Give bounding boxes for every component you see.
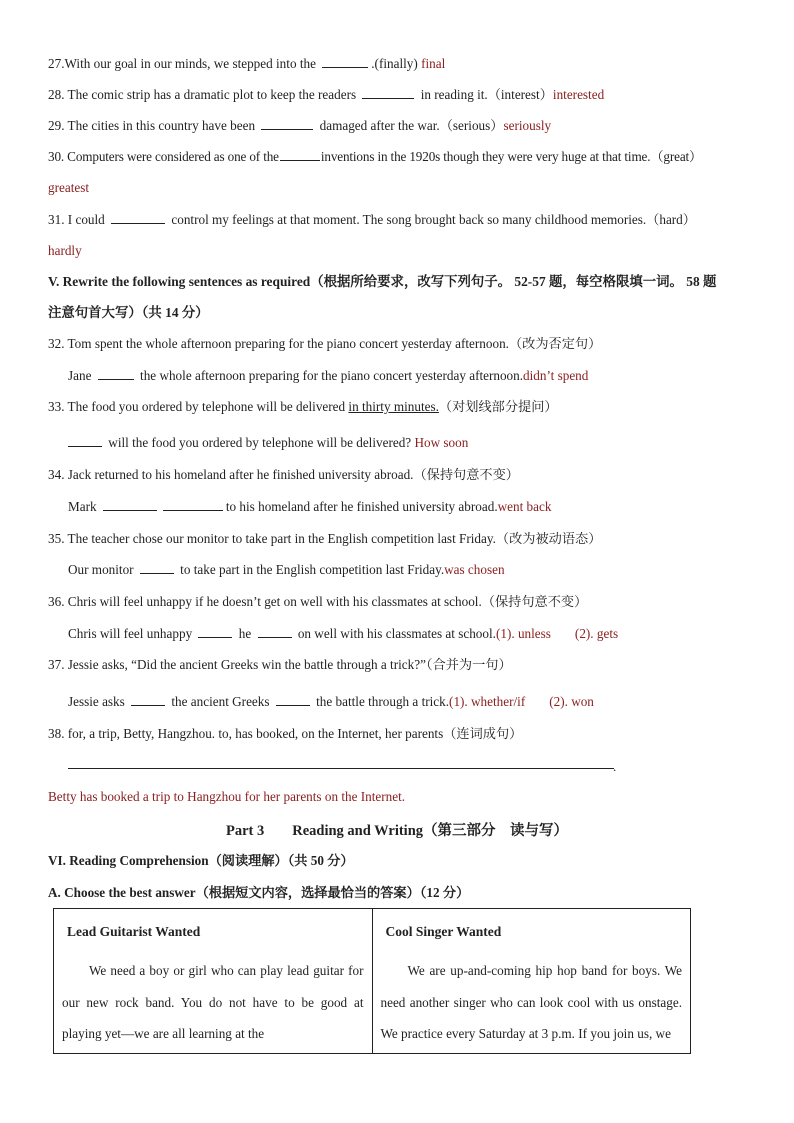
q33-blank[interactable] (68, 434, 102, 447)
q31-text-a: 31. I could (48, 212, 109, 227)
q33-question-a: 33. The food you ordered by telephone will be delivered (48, 399, 349, 414)
question-30 (48, 148, 702, 166)
q30-text-a: 30. Computers were considered as one of the (48, 149, 279, 164)
q37-rw-b: the ancient Greeks (168, 694, 273, 709)
ad-left-title: Lead Guitarist Wanted (67, 924, 201, 939)
q37-rewrite (68, 693, 594, 711)
q27-text-a: 27.With our goal in our minds, we stepped into the (48, 56, 320, 71)
q33-underlined: in thirty minutes. (348, 399, 439, 414)
q38-answer-line[interactable] (68, 768, 614, 769)
question-38: 38. for, a trip, Betty, Hangzhou. to, has booked, on the Internet, her parents（连词成句） (48, 726, 523, 741)
q29-blank[interactable] (261, 117, 313, 130)
q34-rewrite (68, 498, 551, 516)
q28-text-a: 28. The comic strip has a dramatic plot to keep the readers (48, 87, 360, 102)
q36-rw-c: on well with his classmates at school. (294, 626, 496, 641)
q32-answer: didn’t spend (523, 368, 589, 383)
q28-answer: interested (552, 87, 605, 102)
q34-rw-b: to his homeland after he finished university abroad. (225, 499, 498, 514)
q31-text-b: control my feelings at that moment. The song brought back so many childhood memories.（hard） (168, 212, 696, 227)
q36-answer-1: (1). unless (495, 626, 551, 641)
q31-answer: hardly (48, 243, 82, 258)
section-6-heading: VI. Reading Comprehension（阅读理解）（共 50 分） (48, 853, 354, 868)
q33-rewrite (68, 434, 468, 452)
q29-text-a: 29. The cities in this country have been (48, 118, 259, 133)
question-36: 36. Chris will feel unhappy if he doesn’t get on well with his classmates at school.（保持句意不变） (48, 594, 588, 609)
q35-blank[interactable] (140, 561, 174, 574)
q37-answer-1: (1). whether/if (449, 694, 526, 709)
part-3-heading (0, 819, 794, 840)
q33-rw-b: will the food you ordered by telephone will be delivered? (105, 435, 415, 450)
question-35: 35. The teacher chose our monitor to take part in the English competition last Friday.（改为被动语态） (48, 531, 602, 546)
q34-rw-a: Mark (68, 499, 100, 514)
q34-answer: went back (497, 499, 552, 514)
q27-text-b: .(finally) (371, 56, 422, 71)
part-3-title: Reading and Writing（第三部分 读与写） (292, 823, 569, 839)
ad-left-body: We need a boy or girl who can play lead guitar for our new rock band. You do not have to be good at playing yet—we are all learning at the (62, 963, 364, 1041)
part-3-label: Part 3 (225, 823, 265, 839)
q34-blank-1[interactable] (103, 498, 157, 511)
q33-question-b: （对划线部分提问） (438, 399, 558, 414)
question-28 (48, 86, 604, 104)
q36-blank-1[interactable] (198, 625, 232, 638)
q38-answer: Betty has booked a trip to Hangzhou for her parents on the Internet. (48, 789, 406, 804)
q34-blank-2[interactable] (163, 498, 223, 511)
q37-blank-2[interactable] (276, 693, 310, 706)
q35-answer: was chosen (444, 562, 505, 577)
q38-period: . (613, 759, 617, 774)
q29-text-b: damaged after the war.（serious） (316, 118, 504, 133)
q36-rewrite (68, 625, 618, 643)
q30-answer: greatest (48, 180, 90, 195)
q36-rw-a: Chris will feel unhappy (68, 626, 196, 641)
q28-text-b: in reading it.（interest） (417, 87, 553, 102)
question-34: 34. Jack returned to his homeland after he finished university abroad.（保持句意不变） (48, 467, 519, 482)
section-5-heading: V. Rewrite the following sentences as required（根据所给要求，改写下列句子。 52-57 题，每空格限填一词。 58 题 (48, 274, 717, 289)
ad-right-title: Cool Singer Wanted (385, 924, 502, 939)
question-33 (48, 398, 558, 416)
q35-rw-b: to take part in the English competition last Friday. (176, 562, 445, 577)
q32-rw-b: the whole afternoon preparing for the piano concert yesterday afternoon. (136, 368, 524, 383)
ads-table (53, 908, 691, 1054)
q35-rewrite (68, 561, 505, 579)
q36-rw-b: he (235, 626, 255, 641)
q30-text-b: inventions in the 1920s though they were very huge at that time.（great） (320, 149, 703, 164)
q29-answer: seriously (503, 118, 552, 133)
question-37: 37. Jessie asks, “Did the ancient Greeks win the battle through a trick?”（合并为一句） (48, 657, 512, 672)
ad-left (54, 909, 373, 1054)
q37-blank-1[interactable] (131, 693, 165, 706)
ad-right-body: We are up-and-coming hip hop band for boys. We need another singer who can look cool with us onstage. We practice every Saturday at 3 p.m. If you join us, we (380, 963, 682, 1041)
section-5-heading-cont: 注意句首大写）（共 14 分） (48, 305, 209, 320)
q35-rw-a: Our monitor (68, 562, 137, 577)
q32-rewrite (68, 367, 588, 385)
ad-right (372, 909, 691, 1054)
q30-blank[interactable] (280, 148, 320, 161)
q37-answer-2: (2). won (549, 694, 594, 709)
q32-blank[interactable] (98, 367, 134, 380)
q33-answer: How soon (414, 435, 469, 450)
q28-blank[interactable] (362, 86, 414, 99)
section-a-heading: A. Choose the best answer（根据短文内容，选择最恰当的答案）（12 分） (48, 885, 470, 900)
q27-blank[interactable] (322, 55, 368, 68)
q31-blank[interactable] (111, 211, 165, 224)
q37-rw-c: the battle through a trick. (312, 694, 450, 709)
q27-answer: final (421, 56, 446, 71)
question-27 (48, 55, 445, 73)
question-29 (48, 117, 551, 135)
question-31 (48, 211, 696, 229)
q32-rw-a: Jane (68, 368, 95, 383)
question-32: 32. Tom spent the whole afternoon preparing for the piano concert yesterday afternoon.（改为否定句） (48, 336, 602, 351)
q36-answer-2: (2). gets (574, 626, 619, 641)
q37-rw-a: Jessie asks (68, 694, 129, 709)
q36-blank-2[interactable] (258, 625, 292, 638)
